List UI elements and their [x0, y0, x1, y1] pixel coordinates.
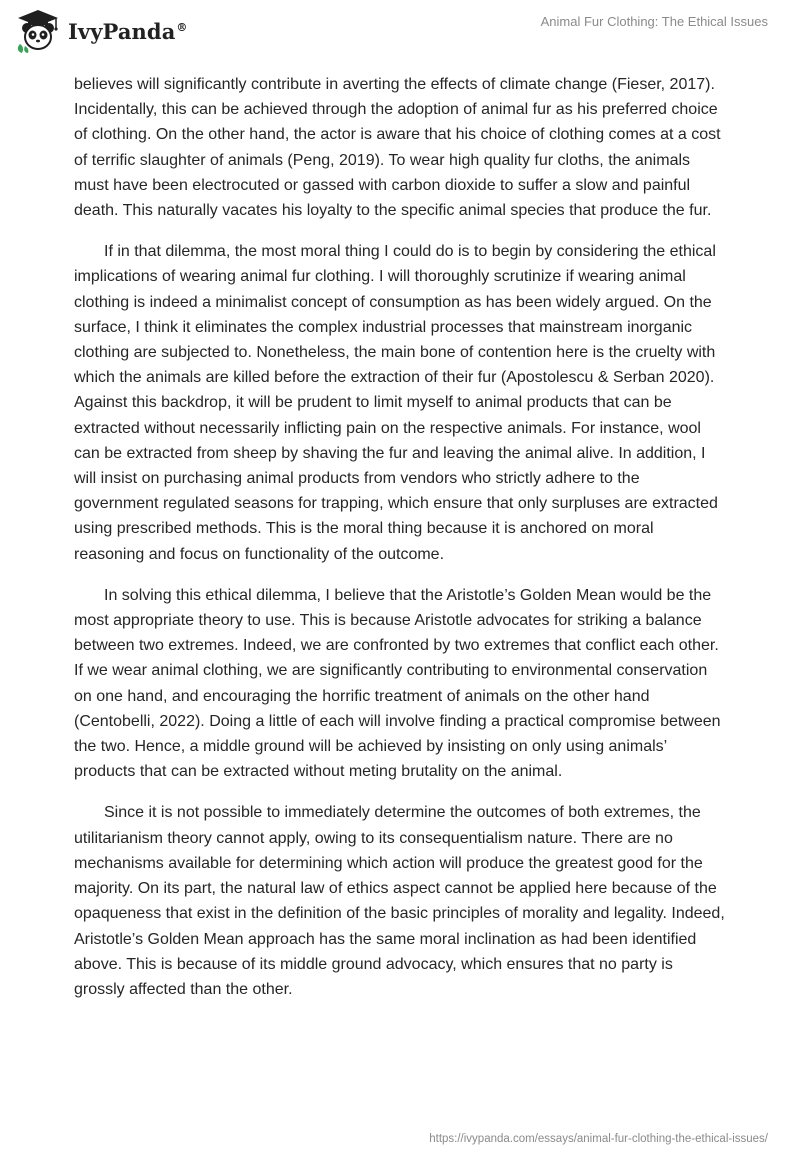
source-url-link[interactable]: https://ivypanda.com/essays/animal-fur-clothing-the-ethical-issues/ [429, 1133, 768, 1145]
paragraph: believes will significantly contribute in averting the effects of climate change (Fieser, 2017). Incidentally, this can be achieved through the adoption of animal fur as his preferred choice of clothing. On the other hand, the actor is aware that his choice of clothing comes at a cost of terrific slaughter of animals (Peng, 2019). To wear high quality fur cloths, the animals must have been electrocuted or gassed with carbon dioxide to suffer a slow and painful death. This naturally vacates his loyalty to the specific animal species that produce the fur. [74, 76, 721, 220]
page-header [0, 0, 800, 70]
panda-graduate-icon [14, 8, 62, 54]
logo-wordmark: IvyPanda® [68, 18, 188, 44]
paragraph: Since it is not possible to immediately determine the outcomes of both extremes, the utilitarianism theory cannot apply, owing to its consequentialism nature. There are no mechanisms available for determining which action will produce the greatest good for the majority. On its part, the natural law of ethics aspect cannot be applied here because of the opaqueness that exist in the definition of the basic principles of morality and legality. Indeed, Aristotle’s Golden Mean approach has the same moral inclination as had been identified above. This is because of its middle ground advocacy, which ensures that no party is grossly affected than the other. [74, 804, 725, 998]
document-title: Animal Fur Clothing: The Ethical Issues [540, 14, 768, 29]
paragraph: In solving this ethical dilemma, I believe that the Aristotle’s Golden Mean would be the most appropriate theory to use. This is because Aristotle advocates for striking a balance between two extremes. Indeed, we are confronted by two extremes that conflict each other. If we wear animal clothing, we are significantly contributing to environmental conservation on one hand, and encouraging the horrific treatment of animals on the other hand (Centobelli, 2022). Doing a little of each will involve finding a practical compromise between the two. Hence, a middle ground will be achieved by insisting on only using animals’ products that can be extracted without meting brutality on the animal. [74, 586, 721, 781]
ivypanda-logo[interactable] [14, 8, 188, 54]
essay-body [74, 72, 726, 1018]
paragraph: If in that dilemma, the most moral thing I could do is to begin by considering the ethical implications of wearing animal fur clothing. I will thoroughly scrutinize if wearing animal clothing is indeed a minimalist concept of consumption as has been widely argued. On the surface, I think it eliminates the complex industrial processes that mainstream inorganic clothing are subjected to. Nonetheless, the main bone of contention here is the cruelty with which the animals are killed before the extraction of their fur (Apostolescu & Serban 2020). Against this backdrop, it will be prudent to limit myself to animal products that can be extracted without necessarily inflicting pain on the respective animals. For instance, wool can be extracted from sheep by shaving the fur and leaving the animal alive. In addition, I will insist on purchasing animal products from vendors who strictly adhere to the government regulated seasons for trapping, which ensure that only surpluses are extracted using prescribed methods. This is the moral thing because it is anchored on moral reasoning and focus on functionality of the outcome. [74, 243, 718, 563]
